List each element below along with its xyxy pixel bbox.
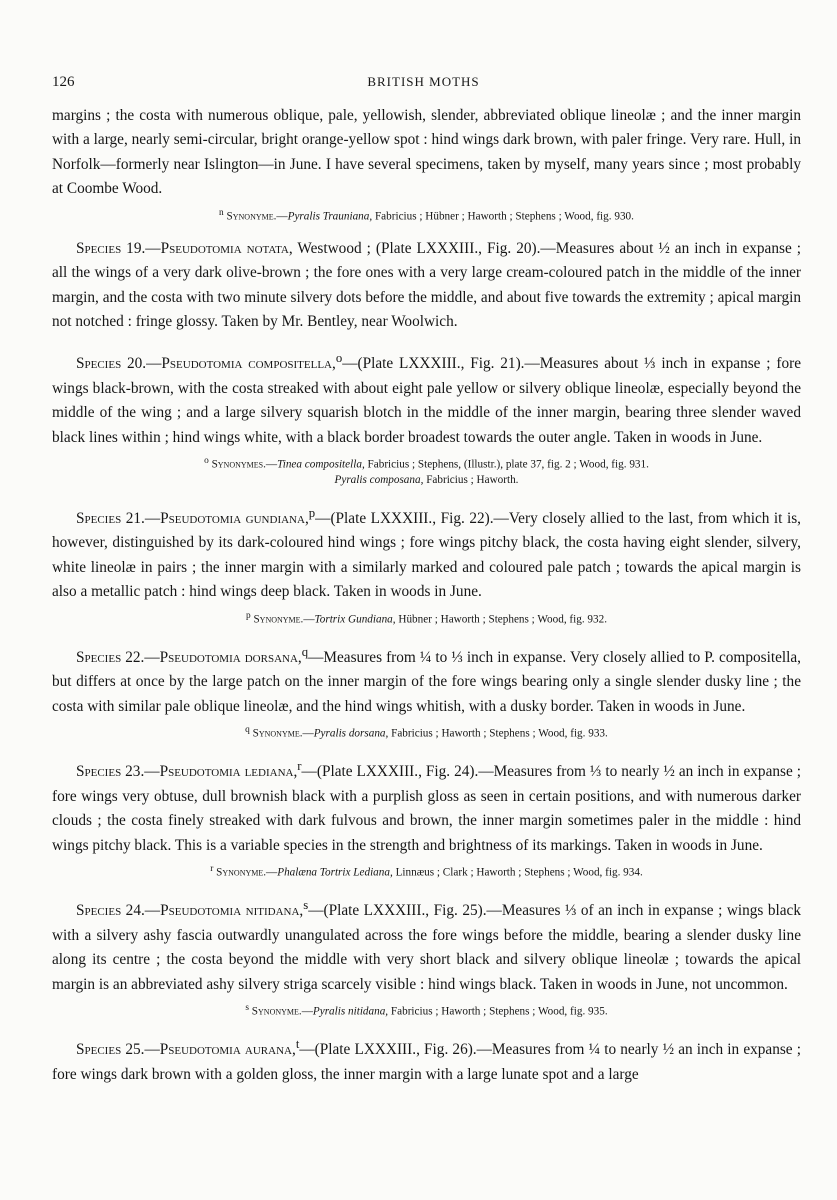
species-name: Pseudotomia notata, — [160, 239, 293, 257]
species-label: Species 21.— — [76, 510, 161, 528]
species-name: Pseudotomia lediana, — [159, 763, 298, 781]
species-20-paragraph: Species 20.—Pseudotomia compositella,$^o$—(Plate LXXXIII., Fig. 21).—Measures about ⅓ inch in expanse ; fore wings black-brown, with the costa streaked with about eight pale yellow or silvery oblique lineolæ, especially beyond the middle of the wing ; and a large silvery squarish blotch in the middle of the inner margin, bearing three slender waved black lines within ; hind wings white, with a black border broadest towards the outer angle. Taken in woods in June. — [52, 351, 801, 446]
species-name: Pseudotomia aurana, — [159, 1041, 296, 1059]
species-label: Species 20.— — [76, 355, 162, 373]
species-21-paragraph: Species 21.—Pseudotomia gundiana,$^p$—(Plate LXXXIII., Fig. 22).—Very closely allied to the last, from which it is, however, distinguished by its dark-coloured hind wings ; fore wings pitchy black, the costa having eight slender, silvery, white lineolæ in pairs ; the inner margin with a similarly marked and coloured pale patch ; towards the apical margin is also a metallic patch : hind wings deep black. Taken in woods in June. — [52, 505, 801, 601]
species-name: Pseudotomia nitidana, — [160, 902, 304, 920]
species-25-paragraph: Species 25.—Pseudotomia aurana,$^t$—(Plate LXXXIII., Fig. 26).—Measures from ¼ to nearly ½ an inch in expanse ; fore wings dark brown with a golden gloss, the inner margin with a large lunate spot and a large — [52, 1037, 801, 1083]
species-label: Species 22.— — [76, 648, 160, 666]
species-label: Species 24.— — [76, 902, 161, 920]
synonym-note: $^n$ Synonyme.—Pyralis Trauniana, Fabricius ; Hübner ; Haworth ; Stephens ; Wood, fig. 930. — [219, 207, 634, 223]
synonym-note: $^s$ Synonyme.—Pyralis nitidana, Fabricius ; Haworth ; Stephens ; Wood, fig. 935. — [245, 1003, 608, 1018]
species-name: Pseudotomia gundiana, — [160, 510, 309, 528]
species-name: Pseudotomia compositella, — [161, 355, 336, 373]
species-22-paragraph: Species 22.—Pseudotomia dorsana,$^q$—Measures from ¼ to ⅓ inch in expanse. Very closely allied to P. compositella, but differs at once by the large patch on the inner margin of the fore wings bearing only a single slender dusky line ; the costa with similar pale oblique lineolæ, and the hind wings whitish, with a dusky border. Taken in woods in June. — [52, 644, 801, 715]
synonym-note: $^q$ Synonyme.—Pyralis dorsana, Fabricius ; Haworth ; Stephens ; Wood, fig. 933. — [245, 725, 608, 740]
species-23-paragraph: Species 23.—Pseudotomia lediana,$^r$—(Plate LXXXIII., Fig. 24).—Measures from ⅓ to nearly ½ an inch in expanse ; fore wings very obtuse, dull brownish black with a purplish gloss as seen in certain positions, and with numerous darker clouds ; the costa finely streaked with dark fulvous and brown, the inner margin sometimes paler in the middle : hind wings pitchy black. This is a variable species in the strength and brightness of its markings. Taken in woods in June. — [52, 759, 801, 854]
species-label: Species 23.— — [76, 763, 160, 781]
synonym-note: $^r$ Synonyme.—Phalæna Tortrix Lediana, Linnæus ; Clark ; Haworth ; Stephens ; Wood, fig. 934. — [210, 864, 643, 879]
species-19-paragraph: Species 19.—Pseudotomia notata, Westwood ; (Plate LXXXIII., Fig. 20).—Measures about ½ an inch in expanse ; all the wings of a very dark olive-brown ; the fore ones with a very large cream-coloured patch in the middle of the inner margin, and the costa with two minute silvery dots before the middle, and about five towards the extremity ; apical margin not notched : fringe glossy. Taken by Mr. Bentley, near Woolwich. — [52, 239, 801, 331]
page-body — [52, 104, 801, 1087]
page-header — [52, 74, 795, 96]
page-number: 126 — [52, 74, 75, 90]
species-label: Species 25.— — [76, 1041, 160, 1059]
species-label: Species 19.— — [76, 239, 161, 257]
species-name: Pseudotomia dorsana, — [159, 648, 302, 666]
running-head: BRITISH MOTHS — [367, 74, 480, 89]
synonym-note: $^o$ Synonymes.—Tinea compositella, Fabricius ; Stephens, (Illustr.), plate 37, fig. 2 ; Wood, fig. 931. Pyralis composana, Fabricius ; Haworth. — [204, 456, 649, 487]
synonym-note: $^p$ Synonyme.—Tortrix Gundiana, Hübner ; Haworth ; Stephens ; Wood, fig. 932. — [245, 610, 608, 626]
species-24-paragraph: Species 24.—Pseudotomia nitidana,$^s$—(Plate LXXXIII., Fig. 25).—Measures ⅓ of an inch in expanse ; wings black with a silvery ashy fascia outwardly unangulated across the fore wings before the middle, bearing a slender dusky line along its centre ; the costa beyond the middle with very short black and silvery oblique lineolæ ; towards the apical margin is an abbreviated ashy silvery striga scarcely visible : hind wings black. Taken in woods in June, not uncommon. — [52, 898, 801, 993]
intro-paragraph: margins ; the costa with numerous oblique, pale, yellowish, slender, abbreviated oblique lineolæ ; and the inner margin with a large, nearly semi-circular, bright orange-yellow spot : hind wings dark brown, with paler fringe. Very rare. Hull, in Norfolk—formerly near Islington—in June. I have several specimens, taken by myself, many years since ; most probably at Coombe Wood. — [52, 107, 801, 198]
